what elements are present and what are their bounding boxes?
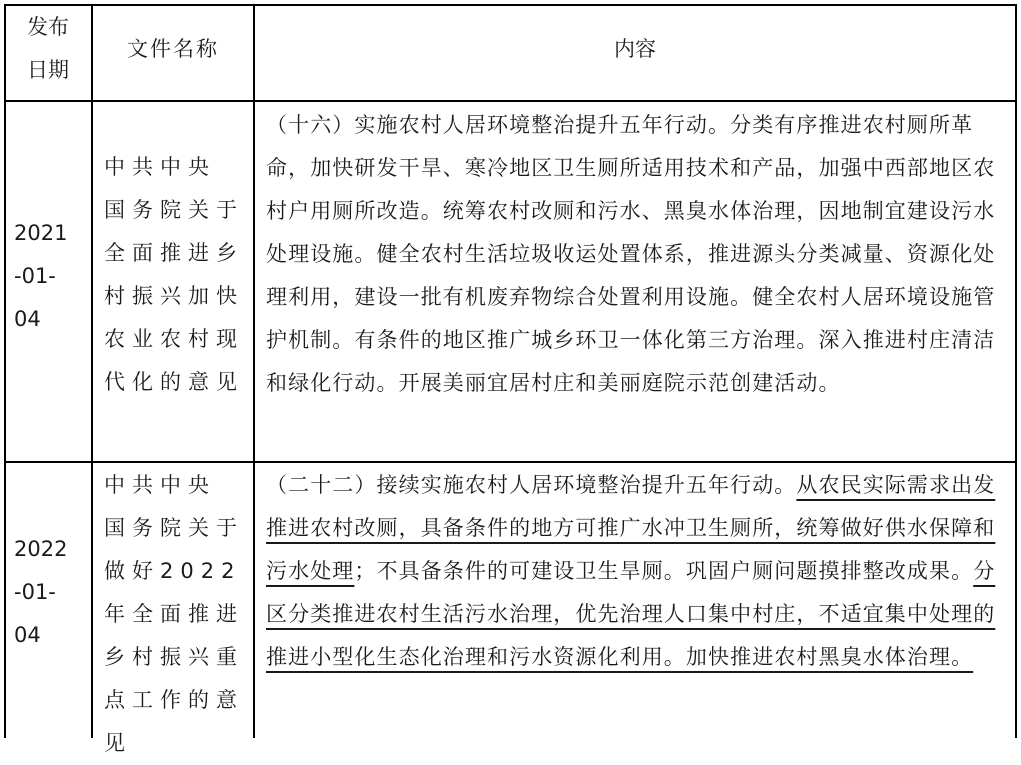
row-1-file-name: 中共中央 国务院关于全面推进乡村振兴加快农业农村现代化的意见 [104,155,244,394]
row-2-date-line2: -01- [14,580,56,604]
header-date [6,6,90,92]
row-2-content-intro: （二十二）接续实施农村人居环境整治提升五年行动。 [266,473,797,497]
row-2-content-underlined-1: 从农民实际需求出发推进农村改厕，具备条件的地方可推广水冲卫生厕所，统筹做好供水保障和污水处理 [266,473,996,583]
row-1-content-text: （十六）实施农村人居环境整治提升五年行动。分类有序推进农村厕所革命，加快研发干旱、寒冷地区卫生厕所适用技术和产品，加强中西部地区农村户用厕所改造。统筹农村改厕和污水、黑臭水体治理，因地制宜建设污水处理设施。健全农村生活垃圾收运处置体系，推进源头分类减量、资源化处理利用，建设一批有机废弃物综合处置利用设施。健全农村人居环境设施管护机制。有条件的地区推广城乡环卫一体化第三方治理。深入推进村庄清洁和绿化行动。开展美丽宜居村庄和美丽庭院示范创建活动。 [266,113,996,395]
header-date-line2: 日期 [27,58,69,82]
column-divider-2 [253,4,255,738]
row-2-file-name: 中共中央 国务院关于做好2022年全面推进乡村振兴重点工作的意见 [104,473,244,755]
row-1-content [256,104,1016,405]
row-2-content [256,464,1016,679]
header-date-line1: 发布 [27,15,69,39]
row-1-date-line3: 04 [14,307,41,331]
table-border-top [4,4,1017,6]
row-divider [4,461,1017,463]
header-file-name: 文件名称 [127,37,219,61]
header-divider [4,100,1017,102]
row-1-date-line2: -01- [14,264,56,288]
row-2-date-line1: 2022 [14,537,68,561]
row-2-date [6,528,90,657]
column-divider-1 [91,4,93,738]
header-content: 内容 [614,37,656,61]
row-1-date-line1: 2021 [14,221,68,245]
row-2-content-middle: ；不具备条件的可建设卫生旱厕。巩固户厕问题摸排整改成果。 [354,559,974,583]
row-2-content-underlined-2: 分区分类推进农村生活污水治理，优先治理人口集中村庄，不适宜集中处理的推进小型化生态化治理和污水资源化利用。加快推进农村黑臭水体治理。 [266,559,996,669]
row-1-date [6,212,90,341]
row-2-date-line3: 04 [14,623,41,647]
